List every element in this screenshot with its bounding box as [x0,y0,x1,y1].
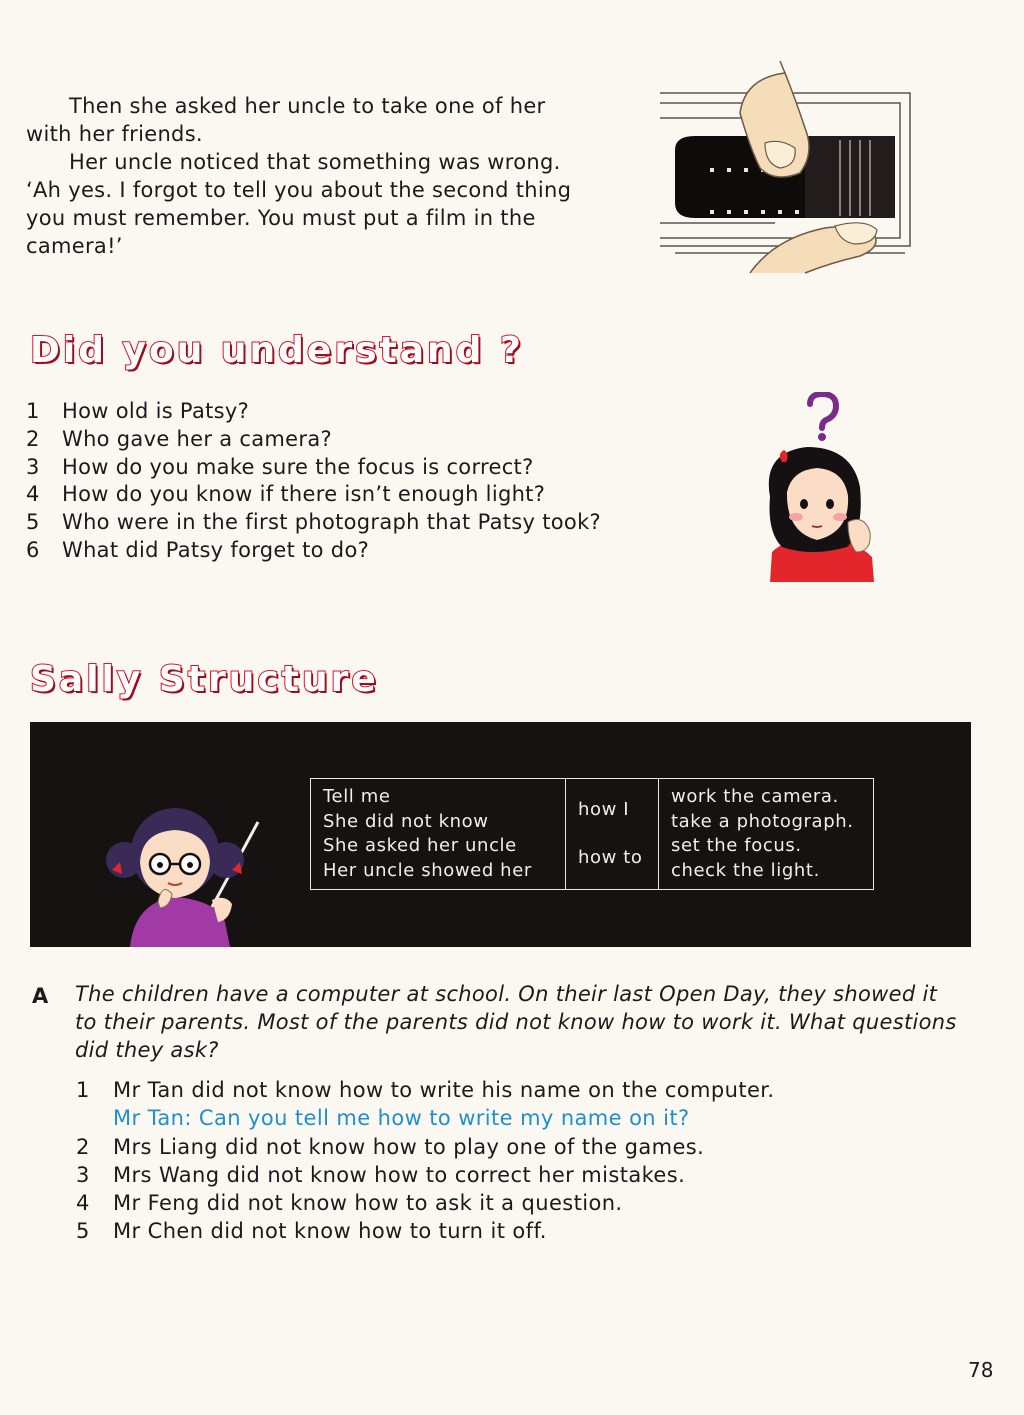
list-item [26,398,726,426]
question-text: How do you know if there isn’t enough light? [62,482,546,507]
connectors-cell [566,779,659,890]
story-paragraph: Her uncle noticed that something was wrong. ‘Ah yes. I forgot to tell you about the second thing you must remember. You must put a film in the camera!’ [26,150,572,258]
list-item [26,426,726,454]
action-text: set the focus. [671,835,802,856]
list-item [76,1189,976,1217]
question-number: 1 [26,399,40,423]
list-item [76,1217,976,1245]
item-number: 5 [76,1219,90,1244]
question-number: 2 [26,426,40,451]
item-text: Mr Feng did not know how to ask it a question. [113,1191,623,1216]
action-text: take a photograph. [671,810,854,832]
subject-text: She did not know [323,810,489,832]
item-number: 1 [76,1078,90,1102]
thinking-girl-illustration [752,392,882,582]
list-item [76,1133,976,1161]
question-number: 4 [26,482,40,507]
action-text: check the light. [671,859,820,881]
question-number: 3 [26,454,40,479]
connector-text: how I [578,798,630,820]
list-item [76,1161,976,1189]
actions-cell [659,779,874,890]
question-text: How old is Patsy? [62,399,250,423]
exercise-items [76,1076,976,1246]
list-item [76,1076,976,1104]
list-item [26,481,726,509]
question-number: 6 [26,537,40,562]
item-text: Mrs Liang did not know how to play one of the games. [113,1134,705,1159]
sally-teacher-illustration [100,782,270,947]
list-item [76,1104,976,1132]
item-number: 2 [76,1134,90,1159]
subject-text: She asked her uncle [323,835,517,856]
question-text: How do you make sure the focus is correct? [62,454,534,479]
subjects-cell [311,779,566,890]
item-text: Mr Tan did not know how to write his name on the computer. [113,1078,775,1102]
exercise-letter: A [32,984,49,1008]
question-number: 5 [26,510,40,535]
camera-film-illustration [655,58,920,283]
subject-text: Tell me [323,786,391,807]
subject-text: Her uncle showed her [323,859,532,881]
example-answer: Mr Tan: Can you tell me how to write my name on it? [113,1106,690,1131]
structure-heading: Sally Structure [30,659,379,700]
connector-text: how to [578,847,643,868]
page-number: 78 [968,1358,994,1382]
item-text: Mr Chen did not know how to turn it off. [113,1219,547,1244]
action-text: work the camera. [671,786,839,807]
comprehension-questions [26,398,726,565]
comprehension-heading: Did you understand ? [30,330,524,371]
item-number: 4 [76,1191,90,1216]
item-text: Mrs Wang did not know how to correct her mistakes. [113,1162,686,1187]
question-text: What did Patsy forget to do? [62,537,370,562]
list-item [26,537,726,565]
list-item [26,509,726,537]
story-text [26,92,581,260]
structure-banner [30,722,971,947]
item-number: 3 [76,1162,90,1187]
question-text: Who were in the first photograph that Patsy took? [62,510,601,535]
story-paragraph: Then she asked her uncle to take one of her with her friends. [26,94,546,146]
exercise-instructions: The children have a computer at school. On their last Open Day, they showed it to their parents. Most of the parents did not know how to work it. What questions did they ask? [75,982,957,1062]
list-item [26,454,726,482]
question-text: Who gave her a camera? [62,426,332,451]
structure-table [310,778,874,890]
